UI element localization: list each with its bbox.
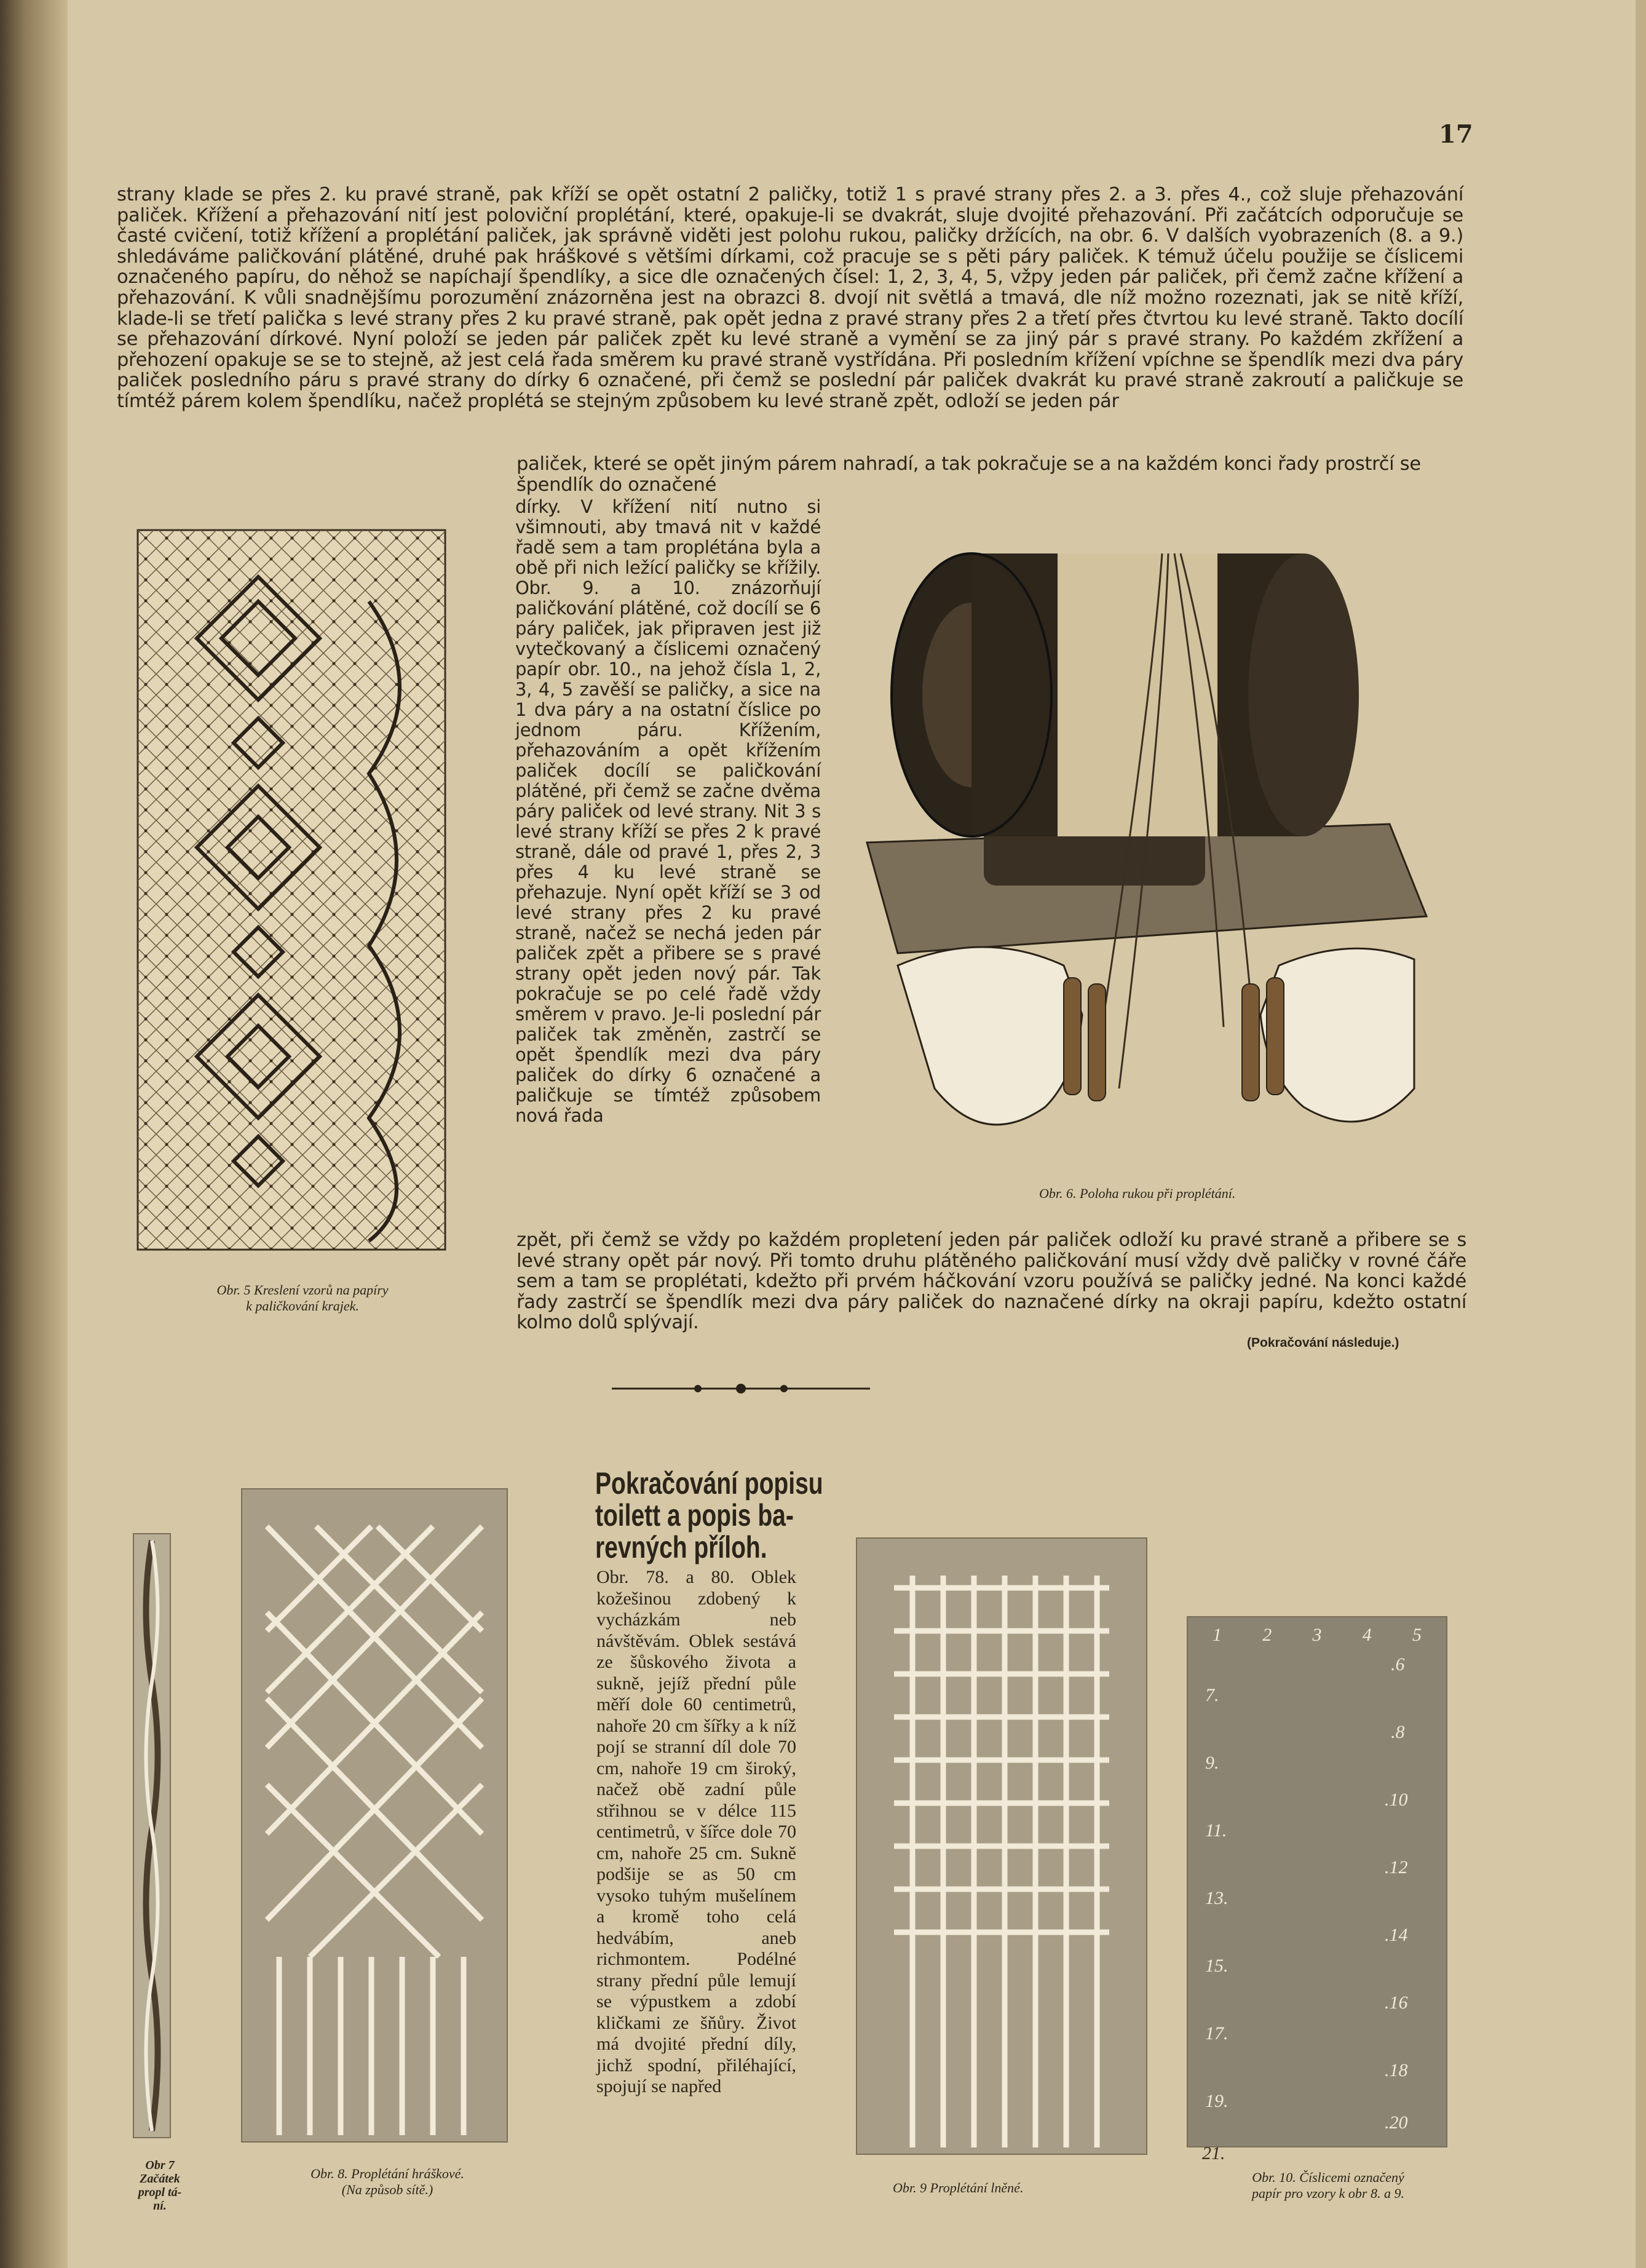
figure-9-linen-lace-photo: [856, 1537, 1147, 2155]
figure-7-caption-line4: ní.: [153, 2199, 167, 2213]
number-4: 4: [1362, 1625, 1372, 1645]
number-3: 3: [1312, 1625, 1322, 1645]
continued-note: (Pokračování následuje.): [1247, 1336, 1399, 1350]
figure-5-caption-line2: k paličkování krajek.: [246, 1298, 359, 1314]
number-21: 21.: [1202, 2143, 1225, 2163]
book-gutter: [0, 0, 68, 2268]
article-heading-line2: toilett a popis ba-: [595, 1498, 794, 1532]
figure-5-caption-line1: Obr. 5 Kreslení vzorů na papíry: [216, 1282, 389, 1298]
number-14: .14: [1385, 1925, 1408, 1945]
figure-7-caption-line3: propl tá-: [138, 2186, 182, 2199]
number-11: 11.: [1205, 1820, 1227, 1841]
figure-7-caption-line2: Začátek: [140, 2172, 180, 2186]
figure-7-caption-line1: Obr 7: [145, 2159, 175, 2172]
number-5: 5: [1412, 1625, 1422, 1645]
bobbin-pillow-drawing: [861, 535, 1439, 1175]
figure-7-caption: [123, 2159, 197, 2213]
figure-8-caption-line2: (Na způsob sítě.): [341, 2182, 433, 2197]
figure-5-lace-pattern: [135, 528, 449, 1253]
figure-8-net-lace-photo: [241, 1488, 508, 2143]
figure-10-caption-line1: Obr. 10. Číslicemi označený: [1252, 2170, 1404, 2185]
figure-7-braid-photo: [133, 1533, 171, 2138]
figure-10-numbered-paper: [1187, 1616, 1447, 2147]
number-1: 1: [1213, 1625, 1222, 1645]
figure-8-caption-line1: Obr. 8. Proplétání hráškové.: [311, 2166, 464, 2181]
lace-pattern-drawing: [135, 528, 449, 1253]
net-lace-drawing: [242, 1489, 507, 2141]
figure-8-caption: [258, 2166, 516, 2198]
figure-5-caption: [143, 1282, 462, 1314]
article-paragraph: Obr. 78. a 80. Oblek kožešinou zdobený k vycházkám neb návštěvám. Oblek sestává ze šůskového života a sukně, jejíž přední půle měří dole 60 centimetrů, nahoře 20 cm šířky a k níž pojí se stranní díl dole 70 cm, nahoře 19 cm široký, načež obě zadní půle střihnou se v délce 115 centimetrů, v šířce dole 70 cm, nahoře 25 cm. Sukně podšije se as 50 cm vysoko tuhým mušelínem a kromě toho celá hedvábím, aneb richmontem. Podélné strany přední půle lemují se výpustkem a zdobí kličkami ze šňůry. Život má dvojité přední díly, jichž spodní, přiléhající, spojují se napřed: [596, 1567, 796, 2096]
figure-9-caption: Obr. 9 Proplétání lněné.: [893, 2180, 1024, 2195]
figure-6-bobbin-pillow-illustration: [861, 535, 1439, 1175]
number-9: 9.: [1205, 1753, 1219, 1773]
number-10: .10: [1385, 1790, 1408, 1810]
figure-10-caption-line2: papír pro vzory k obr 8. a 9.: [1252, 2186, 1404, 2201]
number-2: 2: [1262, 1625, 1272, 1645]
number-19: 19.: [1205, 2091, 1229, 2111]
braid-drawing: [134, 1534, 170, 2137]
article-heading: [595, 1467, 823, 1563]
narrow-column-paragraph: dírky. V křížení nití nutno si všimnouti, aby tmavá nit v každé řadě sem a tam proplétána byla a obě při nich ležící paličky se křížily. Obr. 9. a 10. znázorňují paličkování plátěné, což docílí se 6 páry paliček, jak připraven jest již vytečkovaný a číslicemi označený papír obr. 10., na jehož čísla 1, 2, 3, 4, 5 zavěší se paličky, a sice na 1 dva páry a na ostatní číslice po jednom páru. Křížením, přehazováním a opět křížením paliček docílí se paličkování plátěné, při čemž se začne dvěma páry paliček od levé strany. Nit 3 s levé strany kříží se přes 2 k pravé straně, dále od pravé 1, přes 2, 3 přes 4 ku levé straně se přehazuje. Nyní opět kříží se 3 od levé strany přes 2 ku pravé straně, načež se nechá jeden pár paliček zpět a přibere se s pravé strany opět jeden nový pár. Tak pokračuje se po celé řadě vždy směrem v pravo. Je-li poslední pár paliček tak změněn, zastrčí se opět špendlík mezi dva páry paliček do dírky 6 označené a paličkuje se tímtéž způsobem nová řada: [515, 496, 821, 1126]
number-15: 15.: [1205, 1956, 1229, 1976]
figure-10-top-numbers: [1213, 1625, 1422, 1646]
section-divider: [612, 1379, 870, 1398]
number-17: 17.: [1205, 2023, 1229, 2044]
number-13: 13.: [1205, 1888, 1229, 1908]
figure-6-caption: Obr. 6. Poloha rukou při proplétání.: [1039, 1186, 1236, 1201]
number-16: .16: [1385, 1992, 1408, 2013]
continuation-paragraph: paliček, které se opět jiným párem nahradí, a tak pokračuje se a na každém konci řady prostrčí se špendlík do označené: [516, 453, 1421, 496]
article-heading-line3: revných příloh.: [595, 1530, 767, 1564]
number-8: .8: [1391, 1722, 1405, 1742]
number-7: 7.: [1205, 1685, 1219, 1705]
wide-paragraph: zpět, při čemž se vždy po každém propletení jeden pár paliček odloží ku pravé straně a přibere se s levé strany opět pár nový. Při tomto druhu plátěného paličkování musí vždy dvě paličky v rovné čáře sem a tam se proplétati, kdežto při prvém háčkování vzoru používá se paličky jedné. Na konci každé řady zastrčí se špendlík mezi dva páry paliček do naznačené dírky na okraji papíru, kdežto ostatní kolmo dolů splývají.: [516, 1229, 1466, 1334]
number-12: .12: [1385, 1857, 1408, 1877]
article-heading-line1: Pokračování popisu: [595, 1466, 823, 1501]
main-paragraph: strany klade se přes 2. ku pravé straně, pak kříží se opět ostatní 2 paličky, totiž 1 s pravé strany přes 2. a 3. přes 4., což sluje přehazování paliček. Křížení a přehazování nití jest poloviční proplétání, které, opakuje-li se dvakrát, sluje dvojité přehazování. Při začátcích odporučuje se časté cvičení, totiž křížení a proplétání paliček, jak správně viděti jest polohu rukou, paličky držících, na obr. 6. V dalších vyobrazeních (8. a 9.) shledáváme paličkování plátěné, druhé pak hráškové s většími dírkami, což pracuje se s pěti páry paliček. K témuž účelu použije se číslicemi označeného papíru, do něhož se napíchají špendlíky, a sice dle označených čísel: 1, 2, 3, 4, 5, vžpy jeden pár paliček, při čemž začne křížení a přehazování. K vůli snadnějšímu porozumění znázorněna jest na obrazci 8. dvojí nit světlá a tmavá, dle níž možno rozeznati, jak se nitě kříží, klade-li se třetí palička s levé strany přes 2 ku pravé straně, pak opět jedna z pravé strany přes 2 a třetí přes čtvrtou ku levé straně. Takto docílí se přehazování dírkové. Nyní položí se jeden pár paliček zpět ku levé straně a vymění se za jiný pár s pravé strany. Po každém zkřížení a přehození opakuje se se to stejně, až jest celá řada směrem ku pravé straně vystřídána. Při posledním křížení vpíchne se špendlík mezi dva páry paliček posledního páru s pravé strany do dírky 6 označené, při čemž se poslední pár paliček dvakrát ku pravé straně zakroutí a paličkuje se tímtéž párem kolem špendlíku, načež proplétá se stejným způsobem ku levé straně zpět, odloží se jeden pár: [117, 184, 1463, 412]
page-number: 17: [1439, 120, 1473, 149]
linen-lace-drawing: [857, 1539, 1146, 2154]
number-20: .20: [1385, 2112, 1408, 2133]
number-18: .18: [1385, 2060, 1408, 2080]
number-6: .6: [1391, 1654, 1405, 1675]
figure-10-caption: [1199, 2170, 1457, 2202]
